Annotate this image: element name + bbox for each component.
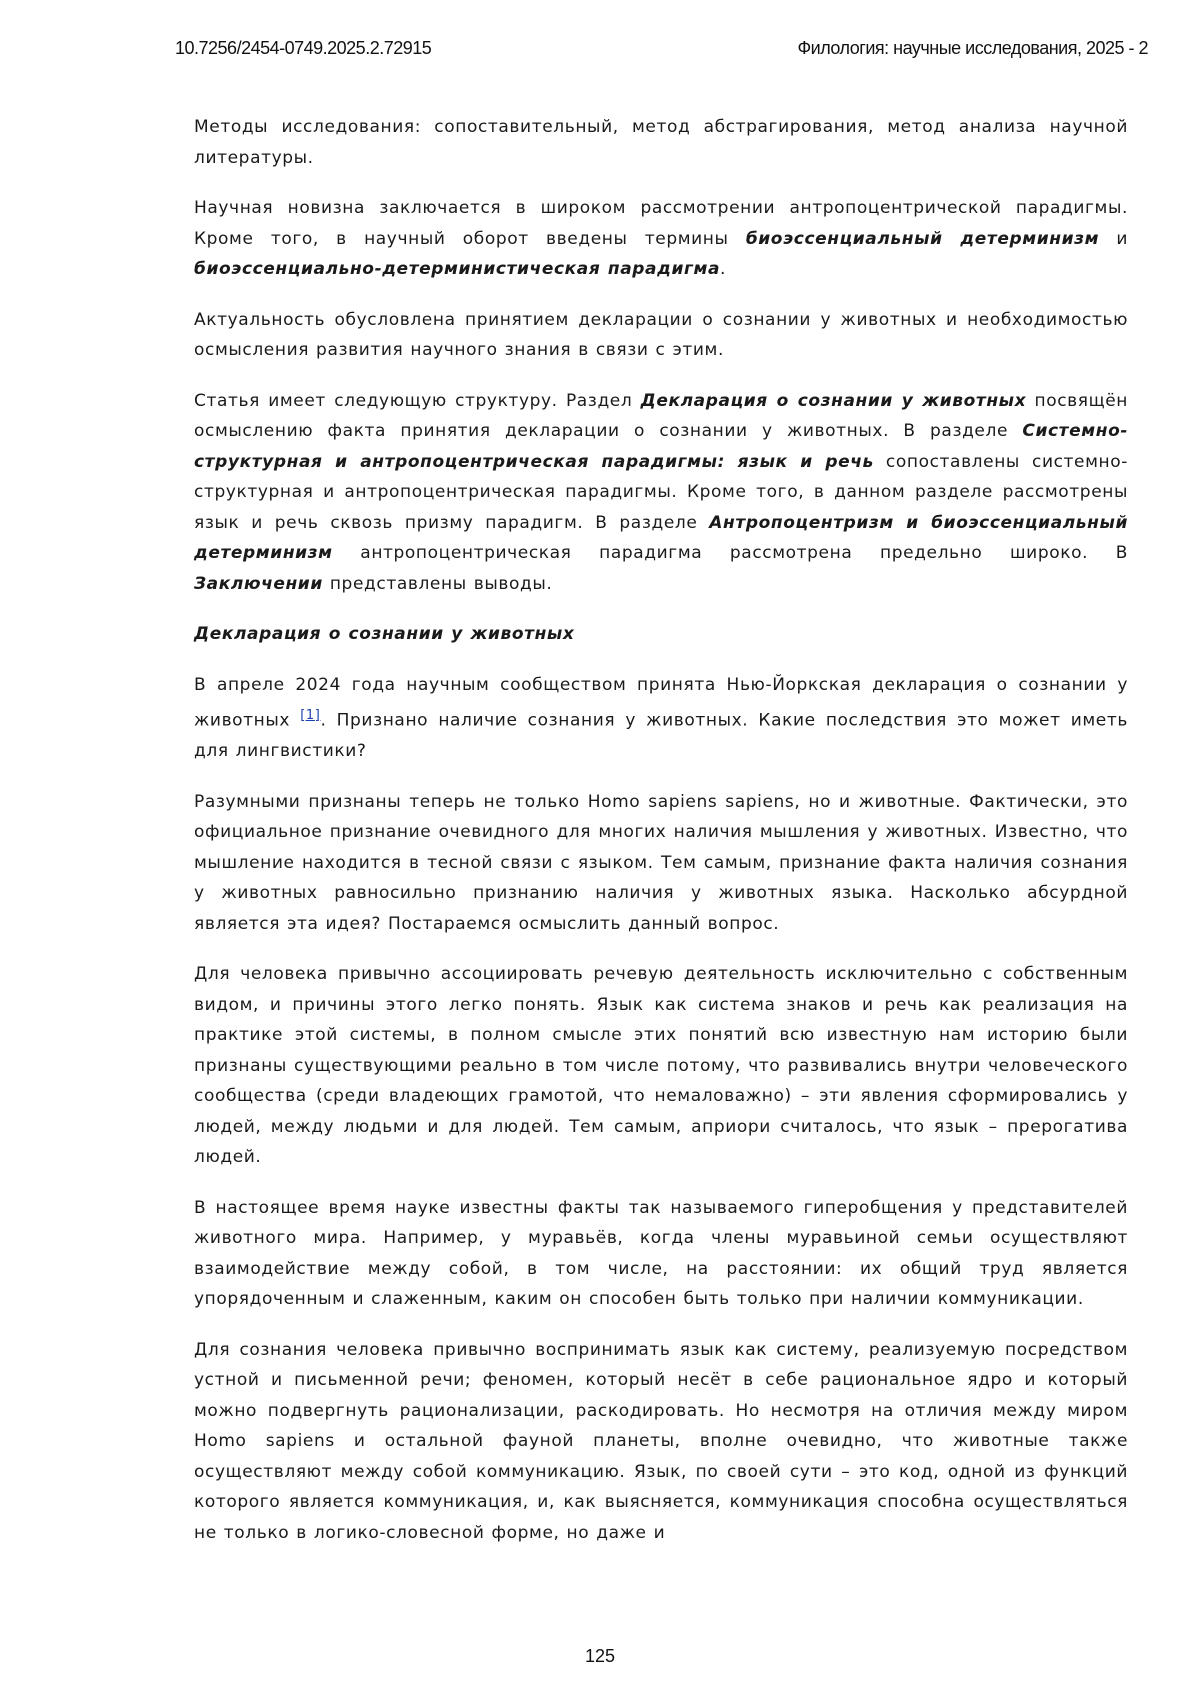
section-ref-conclusion: Заключении [194,574,323,594]
text-run: антропоцентрическая парадигма рассмотрена предельно широко. В [333,543,1128,563]
section-ref-anthropocentrism: Антропоцентризм и биоэссенциальный детерминизм [194,513,1128,564]
text-run: сопоставлены системно-структурная и антропоцентрическая парадигмы. Кроме того, в данном разделе рассмотрены язык и речь сквозь призму парадигм. В разделе [194,452,1128,533]
relevance-paragraph: Актуальность обусловлена принятием декларации о сознании у животных и необходимостью осмысления развития научного знания в связи с этим. [194,305,1128,366]
novelty-paragraph [194,193,1128,285]
reason-paragraph: Разумными признаны теперь не только Homo sapiens sapiens, но и животные. Фактически, это официальное признание очевидного для многих наличия мышления у животных. Известно, что мышление находится в тесной связи с языком. Тем самым, признание факта наличия сознания у животных равносильно признанию наличия у животных языка. Насколько абсурдной является эта идея? Постараемся осмыслить данный вопрос. [194,787,1128,940]
page-header [0,38,1200,62]
journal-title: Филология: научные исследования, 2025 - 2 [797,38,1148,59]
text-run: Статья имеет следующую структуру. Раздел [194,391,641,411]
text-run: и [1099,229,1128,249]
term-bioessential-determinism: биоэссенциальный детерминизм [746,229,1099,249]
declaration-paragraph [194,670,1128,767]
text-run: . Признано наличие сознания у животных. Какие последствия это может иметь для лингвистики? [194,711,1128,762]
page-number: 125 [0,1646,1200,1667]
text-run: представлены выводы. [323,574,553,594]
section-ref-declaration: Декларация о сознании у животных [641,391,1027,411]
section-ref-paradigms: Системно-структурная и антропоцентрическая парадигмы: язык и речь [194,421,1128,472]
language-code-paragraph: Для сознания человека привычно воспринимать язык как систему, реализуемую посредством устной и письменной речи; феномен, который несёт в себе рациональное ядро и который можно подвергнуть рационализации, раскодировать. Но несмотря на отличия между миром Homo sapiens и остальной фауной планеты, вполне очевидно, что животные также осуществляют между собой коммуникацию. Язык, по своей сути – это код, одной из функций которого является коммуникация, и, как выясняется, коммуникация способна осуществляться не только в логико-словесной форме, но даже и [194,1335,1128,1549]
article-body [194,112,1128,1568]
structure-paragraph [194,386,1128,600]
term-bioessential-paradigm: биоэссенциально-детерминистическая парадигма [194,259,720,279]
text-run: В апреле 2024 года научным сообществом принята Нью-Йоркская декларация о сознании у животных [194,675,1128,731]
section-heading [194,619,1128,650]
hypercommunication-paragraph: В настоящее время науке известны факты так называемого гиперобщения у представителей животного мира. Например, у муравьёв, когда члены муравьиной семьи осуществляют взаимодействие между собой, в том числе, на расстоянии: их общий труд является упорядоченным и слаженным, каким он способен быть только при наличии коммуникации. [194,1193,1128,1315]
doi-label: 10.7256/2454-0749.2025.2.72915 [175,38,431,59]
text-run: . [720,259,726,279]
speech-activity-paragraph: Для человека привычно ассоциировать речевую деятельность исключительно с собственным видом, и причины этого легко понять. Язык как система знаков и речь как реализация на практике этой системы, в полном смысле этих понятий всю известную нам историю были признаны существующими реально в том числе потому, что развивались внутри человеческого сообщества (среди владеющих грамотой, что немаловажно) – эти явления сформировались у людей, между людьми и для людей. Тем самым, априори считалось, что язык – прерогатива людей. [194,959,1128,1173]
text-run: посвящён осмыслению факта принятия декларации о сознании у животных. В разделе [194,391,1128,442]
methods-paragraph: Методы исследования: сопоставительный, метод абстрагирования, метод анализа научной литературы. [194,112,1128,173]
section-heading-text: Декларация о сознании у животных [194,624,574,644]
footnote-link[interactable]: [1] [300,708,320,723]
text-run: Научная новизна заключается в широком рассмотрении антропоцентрической парадигмы. Кроме того, в научный оборот введены термины [194,198,1128,249]
